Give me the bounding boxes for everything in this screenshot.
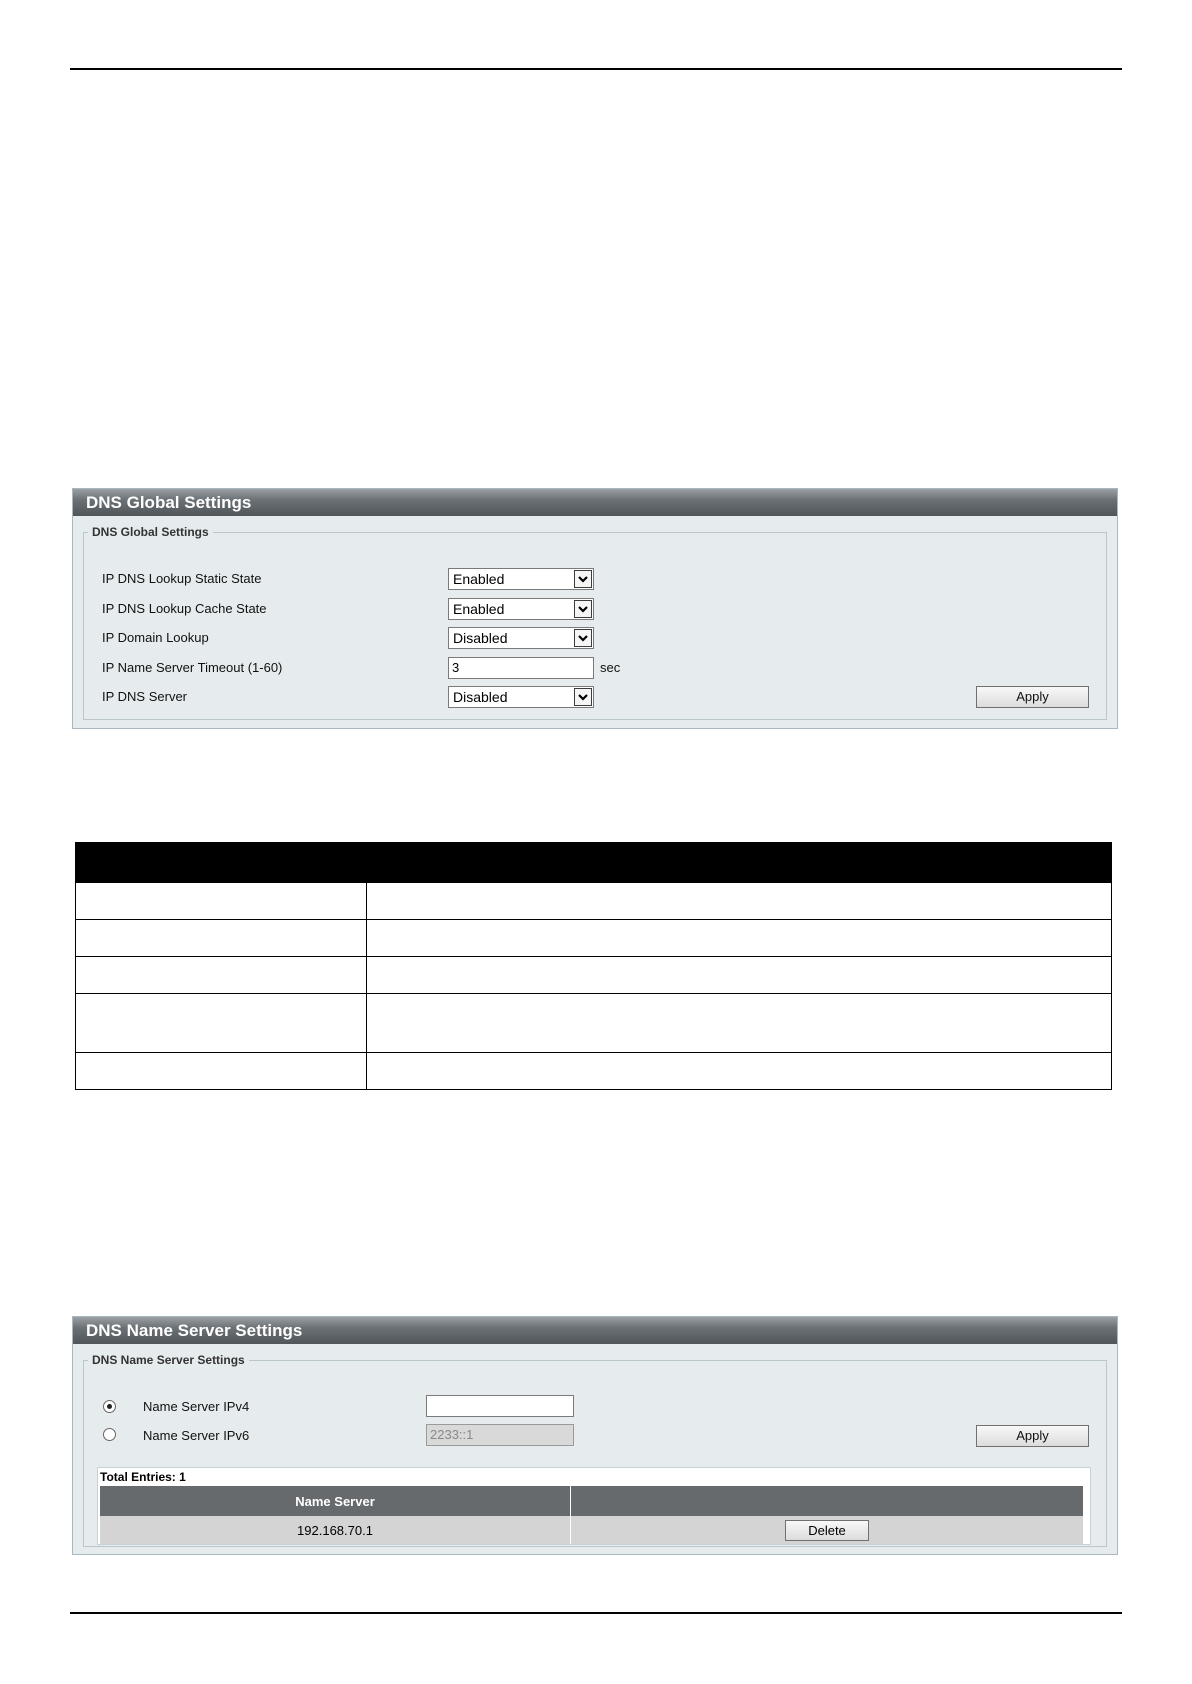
delete-button[interactable]: Delete xyxy=(785,1520,869,1541)
header-cell xyxy=(76,843,367,883)
select-value: Disabled xyxy=(453,630,508,646)
dns-server-select[interactable] xyxy=(448,686,594,708)
label-domain-lookup: IP Domain Lookup xyxy=(102,630,209,645)
table-row xyxy=(76,1053,1112,1090)
table-cell xyxy=(367,883,1112,920)
select-value: Enabled xyxy=(453,571,505,587)
apply-button[interactable]: Apply xyxy=(976,686,1089,708)
table-cell xyxy=(367,957,1112,994)
label-lookup-cache-state: IP DNS Lookup Cache State xyxy=(102,601,267,616)
dns-global-settings-panel xyxy=(72,488,1118,729)
table-cell xyxy=(76,994,367,1053)
dns-name-server-settings-panel xyxy=(72,1316,1118,1555)
fieldset-legend: DNS Global Settings xyxy=(92,525,209,539)
label-lookup-static-state: IP DNS Lookup Static State xyxy=(102,571,262,586)
table-cell xyxy=(367,920,1112,957)
total-entries: Total Entries: 1 xyxy=(100,1470,186,1484)
lookup-static-state-select[interactable] xyxy=(448,568,594,590)
table-cell xyxy=(76,920,367,957)
timeout-unit: sec xyxy=(600,660,621,675)
table-header-row xyxy=(100,1486,1084,1516)
name-server-table xyxy=(100,1486,1084,1544)
table-header-row xyxy=(76,843,1112,883)
chevron-down-icon[interactable] xyxy=(574,570,592,588)
header-name-server: Name Server xyxy=(100,1486,571,1516)
chevron-down-icon[interactable] xyxy=(574,629,592,647)
table-row xyxy=(76,920,1112,957)
parameter-description-table xyxy=(75,842,1112,1090)
action-cell xyxy=(571,1516,1084,1544)
domain-lookup-select[interactable] xyxy=(448,627,594,649)
select-value: Disabled xyxy=(453,689,508,705)
ipv4-radio[interactable] xyxy=(103,1400,116,1413)
label-dns-server: IP DNS Server xyxy=(102,689,188,704)
panel-title: DNS Name Server Settings xyxy=(73,1317,1117,1344)
apply-button[interactable]: Apply xyxy=(976,1425,1089,1447)
ipv6-radio[interactable] xyxy=(103,1428,116,1441)
bottom-rule xyxy=(70,1612,1122,1614)
label-name-server-timeout: IP Name Server Timeout (1-60) xyxy=(102,660,283,675)
select-value: Enabled xyxy=(453,601,505,617)
name-server-table-container xyxy=(97,1467,1091,1545)
name-server-timeout-input[interactable]: 3 xyxy=(448,657,594,679)
table-row xyxy=(76,994,1112,1053)
chevron-down-icon[interactable] xyxy=(574,600,592,618)
chevron-down-icon[interactable] xyxy=(574,688,592,706)
table-cell xyxy=(76,1053,367,1090)
table-row xyxy=(76,957,1112,994)
label-name-server-ipv4: Name Server IPv4 xyxy=(143,1399,250,1414)
header-cell xyxy=(367,843,1112,883)
label-name-server-ipv6: Name Server IPv6 xyxy=(143,1428,250,1443)
table-cell xyxy=(76,957,367,994)
name-server-ipv4-input[interactable] xyxy=(426,1395,574,1417)
header-action xyxy=(571,1486,1084,1516)
fieldset-legend: DNS Name Server Settings xyxy=(92,1353,245,1367)
table-row xyxy=(76,883,1112,920)
name-server-cell: 192.168.70.1 xyxy=(100,1516,571,1544)
lookup-cache-state-select[interactable] xyxy=(448,598,594,620)
table-cell xyxy=(367,994,1112,1053)
table-cell xyxy=(367,1053,1112,1090)
dns-global-settings-fieldset xyxy=(83,525,1107,720)
table-row xyxy=(100,1516,1084,1544)
panel-title: DNS Global Settings xyxy=(73,489,1117,516)
top-rule xyxy=(70,68,1122,70)
table-cell xyxy=(76,883,367,920)
name-server-ipv6-input[interactable]: 2233::1 xyxy=(426,1424,574,1446)
